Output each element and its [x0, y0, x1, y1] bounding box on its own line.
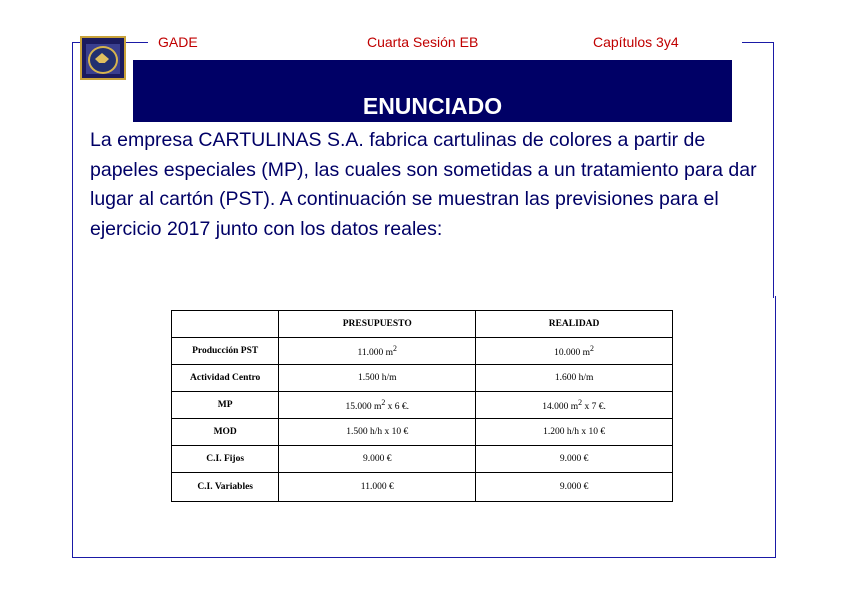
cell-value: 11.000 m: [357, 348, 394, 359]
table-header-presupuesto: PRESUPUESTO: [279, 311, 476, 338]
cell-value: 15.000 m: [345, 402, 382, 413]
header-session: Cuarta Sesión EB: [367, 34, 479, 50]
frame-top-right-border: [742, 42, 774, 43]
row-label: C.I. Variables: [172, 473, 279, 502]
cell-presupuesto: [279, 338, 476, 365]
statement-paragraph: La empresa CARTULINAS S.A. fabrica cartulinas de colores a partir de papeles especiales (MP), las cuales son sometidas a un tratamiento para dar lugar al cartón (PST). A continuación se muestran las previsiones para el ejercicio 2017 junto con los datos reales:: [90, 129, 757, 240]
header-chapters: Capítulos 3y4: [593, 34, 679, 50]
cell-exponent: 2: [381, 397, 386, 407]
cell-exponent: 2: [590, 343, 594, 353]
row-label: MOD: [172, 419, 279, 446]
table-header-row: [172, 311, 673, 338]
cell-presupuesto: 1.500 h/m: [279, 365, 476, 392]
title-band: [133, 60, 732, 122]
table-header-realidad: REALIDAD: [476, 311, 673, 338]
table-row: [172, 392, 673, 419]
cell-value-suffix: x 6 €.: [385, 402, 410, 413]
row-label: Producción PST: [172, 338, 279, 365]
table-row: [172, 365, 673, 392]
table-row: [172, 338, 673, 365]
frame-right-border: [773, 42, 774, 298]
header-course: GADE: [158, 34, 198, 50]
cell-presupuesto: 1.500 h/h x 10 €: [279, 419, 476, 446]
cell-realidad: [476, 338, 673, 365]
cell-value-suffix: x 7 €.: [582, 402, 606, 413]
cell-realidad: 9.000 €: [476, 473, 673, 502]
cell-exponent: 2: [578, 397, 583, 407]
frame-left-border: [72, 42, 73, 298]
cell-realidad: 9.000 €: [476, 446, 673, 473]
cell-presupuesto: 11.000 €: [279, 473, 476, 502]
cell-realidad: 1.200 h/h x 10 €: [476, 419, 673, 446]
slide-title: ENUNCIADO: [362, 93, 503, 119]
data-table: [171, 310, 673, 502]
cell-value: 14.000 m: [542, 402, 579, 413]
table-header-blank: [172, 311, 279, 338]
row-label: MP: [172, 392, 279, 419]
row-label: Actividad Centro: [172, 365, 279, 392]
cell-realidad: [476, 392, 673, 419]
cell-exponent: 2: [393, 343, 397, 353]
cell-presupuesto: 9.000 €: [279, 446, 476, 473]
row-label: C.I. Fijos: [172, 446, 279, 473]
table-row: [172, 473, 673, 502]
table-row: [172, 446, 673, 473]
cell-presupuesto: [279, 392, 476, 419]
cell-realidad: 1.600 h/m: [476, 365, 673, 392]
university-logo: [80, 36, 126, 80]
cell-value: 10.000 m: [554, 348, 591, 359]
table-row: [172, 419, 673, 446]
